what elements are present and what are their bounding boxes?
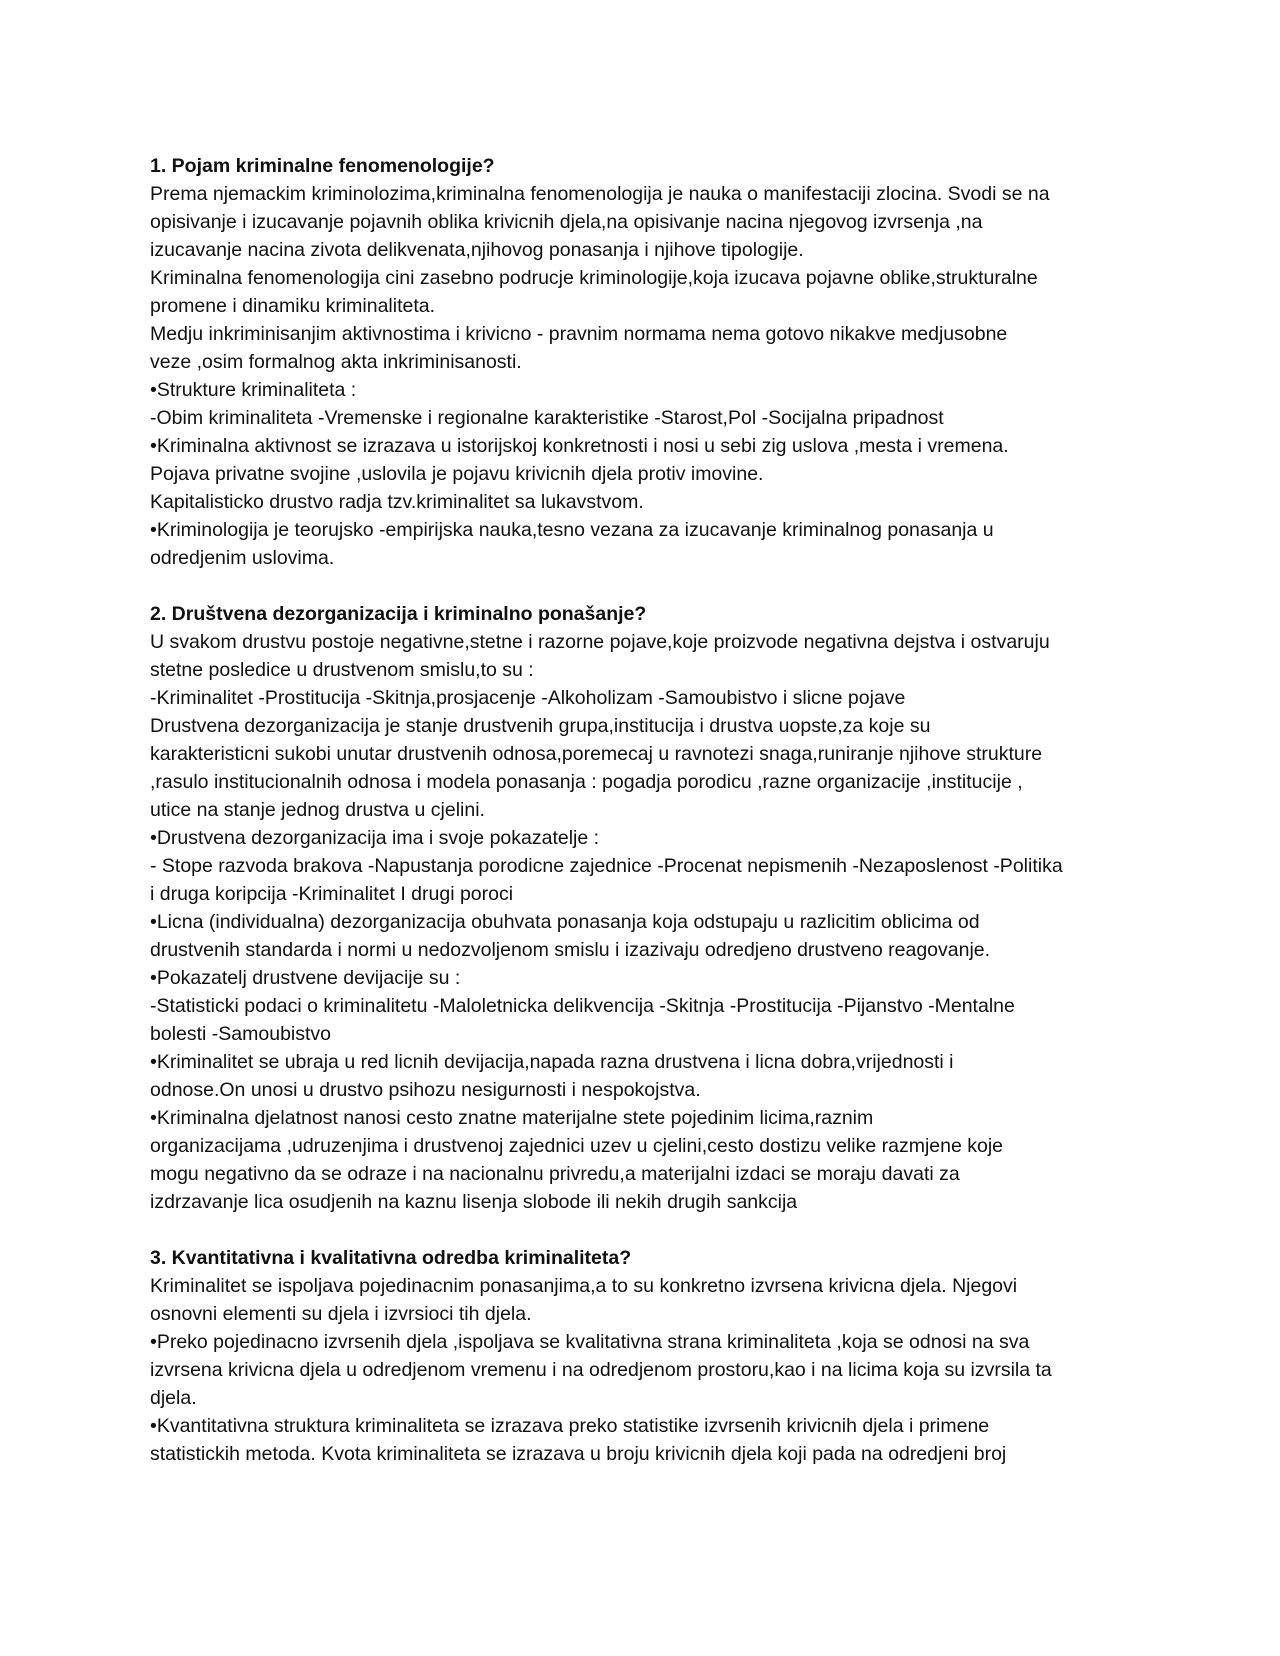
section-3 <box>150 1244 1135 1468</box>
text-line: -Statisticki podaci o kriminalitetu -Maloletnicka delikvencija -Skitnja -Prostitucija -Pijanstvo -Mentalne <box>150 995 1015 1017</box>
section-heading: 3. Kvantitativna i kvalitativna odredba kriminaliteta? <box>150 1247 632 1269</box>
section-2 <box>150 600 1135 1216</box>
text-line: izvrsena krivicna djela u odredjenom vremenu i na odredjenom prostoru,kao i na licima koja su izvrsila ta <box>150 1359 1052 1381</box>
text-line: stetne posledice u drustvenom smislu,to su : <box>150 659 534 681</box>
text-line: i druga koripcija -Kriminalitet I drugi poroci <box>150 883 514 905</box>
text-line: izdrzavanje lica osudjenih na kaznu lisenja slobode ili nekih drugih sankcija <box>150 1191 798 1213</box>
text-line: organizacijama ,udruzenjima i drustvenoj zajednici uzev u cjelini,cesto dostizu velike razmjene koje <box>150 1135 1004 1157</box>
text-line: - Stope razvoda brakova -Napustanja porodicne zajednice -Procenat nepismenih -Nezaposlenost -Politika <box>150 855 1063 877</box>
text-line: •Preko pojedinacno izvrsenih djela ,ispoljava se kvalitativna strana kriminaliteta ,koja se odnosi na sva <box>150 1331 1030 1353</box>
text-line: Medju inkriminisanjim aktivnostima i krivicno - pravnim normama nema gotovo nikakve medjusobne <box>150 323 1008 345</box>
text-line: •Strukture kriminaliteta : <box>150 379 357 401</box>
text-line: statistickih metoda. Kvota kriminaliteta se izrazava u broju krivicnih djela koji pada na odredjeni broj <box>150 1443 1007 1465</box>
text-line: •Kriminalna djelatnost nanosi cesto znatne materijalne stete pojedinim licima,raznim <box>150 1107 874 1129</box>
text-line: Kriminalitet se ispoljava pojedinacnim ponasanjima,a to su konkretno izvrsena krivicna djela. Njegovi <box>150 1275 1018 1297</box>
text-line: Prema njemackim kriminolozima,kriminalna fenomenologija je nauka o manifestaciji zlocina. Svodi se na <box>150 183 1050 205</box>
text-line: veze ,osim formalnog akta inkriminisanosti. <box>150 351 522 373</box>
document-page <box>150 152 1135 1468</box>
text-line: utice na stanje jednog drustva u cjelini. <box>150 799 485 821</box>
text-line: odredjenim uslovima. <box>150 547 335 569</box>
section-heading: 2. Društvena dezorganizacija i kriminalno ponašanje? <box>150 603 647 625</box>
section-1 <box>150 152 1135 572</box>
paragraph-spacer <box>150 572 1135 600</box>
text-line: osnovni elementi su djela i izvrsioci tih djela. <box>150 1303 532 1325</box>
text-line: •Licna (individualna) dezorganizacija obuhvata ponasanja koja odstupaju u razlicitim oblicima od <box>150 911 980 933</box>
text-line: ,rasulo institucionalnih odnosa i modela ponasanja : pogadja porodicu ,razne organizacije ,institucije , <box>150 771 1023 793</box>
text-line: promene i dinamiku kriminaliteta. <box>150 295 436 317</box>
section-heading: 1. Pojam kriminalne fenomenologije? <box>150 155 495 177</box>
text-line: Pojava privatne svojine ,uslovila je pojavu krivicnih djela protiv imovine. <box>150 463 764 485</box>
text-line: •Pokazatelj drustvene devijacije su : <box>150 967 461 989</box>
text-line: Kapitalisticko drustvo radja tzv.kriminalitet sa lukavstvom. <box>150 491 644 513</box>
text-line: opisivanje i izucavanje pojavnih oblika krivicnih djela,na opisivanje nacina njegovog izvrsenja ,na <box>150 211 983 233</box>
text-line: bolesti -Samoubistvo <box>150 1023 332 1045</box>
text-line: •Kriminalna aktivnost se izrazava u istorijskoj konkretnosti i nosi u sebi zig uslova ,mesta i vremena. <box>150 435 1009 457</box>
text-line: •Drustvena dezorganizacija ima i svoje pokazatelje : <box>150 827 600 849</box>
text-line: odnose.On unosi u drustvo psihozu nesigurnosti i nespokojstva. <box>150 1079 701 1101</box>
text-line: drustvenih standarda i normi u nedozvoljenom smislu i izazivaju odredjeno drustveno reagovanje. <box>150 939 991 961</box>
text-line: •Kriminologija je teorujsko -empirijska nauka,tesno vezana za izucavanje kriminalnog ponasanja u <box>150 519 994 541</box>
paragraph-spacer <box>150 1216 1135 1244</box>
text-line: karakteristicni sukobi unutar drustvenih odnosa,poremecaj u ravnotezi snaga,runiranje njihove strukture <box>150 743 1043 765</box>
text-line: djela. <box>150 1387 197 1409</box>
text-line: mogu negativno da se odraze i na nacionalnu privredu,a materijalni izdaci se moraju davati za <box>150 1163 960 1185</box>
text-line: U svakom drustvu postoje negativne,stetne i razorne pojave,koje proizvode negativna dejstva i ostvaruju <box>150 631 1050 653</box>
text-line: •Kvantitativna struktura kriminaliteta se izrazava preko statistike izvrsenih krivicnih djela i primene <box>150 1415 990 1437</box>
text-line: •Kriminalitet se ubraja u red licnih devijacija,napada razna drustvena i licna dobra,vrijednosti i <box>150 1051 954 1073</box>
text-line: Kriminalna fenomenologija cini zasebno podrucje kriminologije,koja izucava pojavne oblike,strukturalne <box>150 267 1038 289</box>
text-line: Drustvena dezorganizacija je stanje drustvenih grupa,institucija i drustva uopste,za koje su <box>150 715 931 737</box>
text-line: izucavanje nacina zivota delikvenata,njihovog ponasanja i njihove tipologije. <box>150 239 804 261</box>
text-line: -Kriminalitet -Prostitucija -Skitnja,prosjacenje -Alkoholizam -Samoubistvo i slicne pojave <box>150 687 906 709</box>
text-line: -Obim kriminaliteta -Vremenske i regionalne karakteristike -Starost,Pol -Socijalna pripadnost <box>150 407 944 429</box>
